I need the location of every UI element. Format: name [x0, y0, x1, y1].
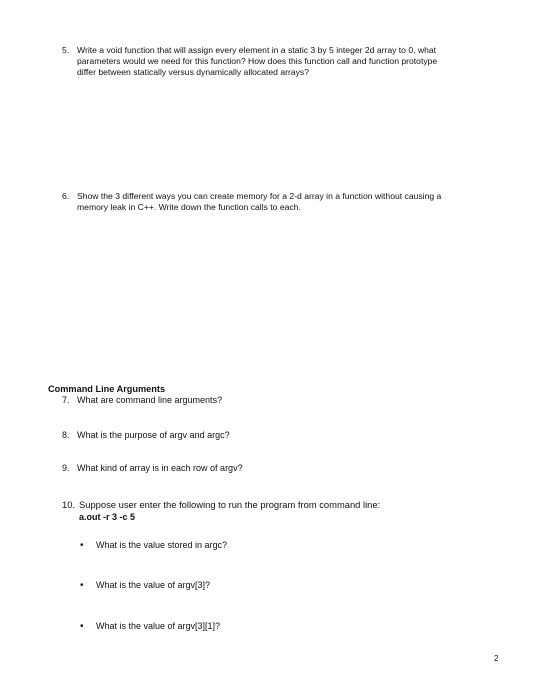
question-9-number: 9. — [62, 463, 70, 473]
question-6-number: 6. — [62, 191, 70, 201]
question-6-line-1: Show the 3 different ways you can create memory for a 2-d array in a function without causing a — [77, 191, 442, 201]
bullet-item-argv31 — [80, 621, 380, 632]
question-10 — [62, 499, 482, 523]
bullet-text: What is the value of argv[3][1]? — [96, 621, 221, 631]
question-7 — [62, 395, 462, 406]
question-5-line-3: differ between statically versus dynamically allocated arrays? — [77, 67, 309, 77]
question-8-number: 8. — [62, 430, 70, 440]
question-9-text: What kind of array is in each row of argv? — [77, 463, 243, 473]
bullet-item-argv3 — [80, 580, 380, 591]
question-6 — [62, 191, 512, 213]
question-9 — [62, 463, 462, 474]
question-5-number: 5. — [62, 45, 70, 55]
question-7-number: 7. — [62, 395, 70, 405]
command-line-example: a.out -r 3 -c 5 — [79, 512, 136, 522]
question-5-line-2: parameters would we need for this function? How does this function call and function prototype — [77, 56, 438, 66]
bullet-icon: • — [80, 540, 84, 551]
question-10-number: 10. — [62, 499, 76, 510]
bullet-item-argc — [80, 540, 380, 551]
bullet-icon: • — [80, 621, 84, 632]
question-5 — [62, 45, 512, 78]
question-5-line-1: Write a void function that will assign every element in a static 3 by 5 integer 2d array to 0, what — [77, 45, 437, 55]
question-6-line-2: memory leak in C++. Write down the function calls to each. — [77, 202, 301, 212]
page-number: 2 — [494, 654, 499, 663]
question-10-text: Suppose user enter the following to run the program from command line: — [79, 499, 381, 510]
bullet-text: What is the value of argv[3]? — [96, 580, 211, 590]
question-8 — [62, 430, 462, 441]
bullet-text: What is the value stored in argc? — [96, 540, 228, 550]
bullet-icon: • — [80, 580, 84, 591]
question-7-text: What are command line arguments? — [77, 395, 223, 405]
question-8-text: What is the purpose of argv and argc? — [77, 430, 230, 440]
section-heading: Command Line Arguments — [48, 384, 166, 394]
